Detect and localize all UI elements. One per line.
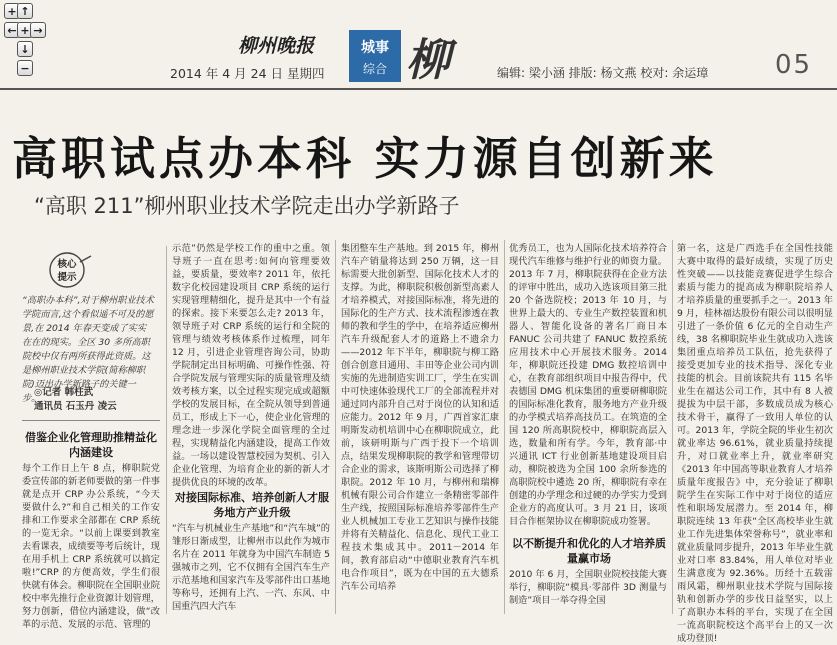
editor-credits: 编辑: 梁小涵 排版: 杨文燕 校对: 余运璋 xyxy=(497,66,709,80)
body-column-1: 每个工作日上午 8 点，柳职院党委宣传部的新老师要做的第一件事就是点开 CRP 办公系统，“今天要做什么?”和自己相关的工作安排和工作要求全部都在 CRP 系统的一览无余。“以前上课要到教室去看课表，成绩要等考后统计，现在用手机上 CRP 系统就可以搞定啦!”CRP 的方便高效，学生们很快就有体会。柳职院在全国职业院校中率先推行企业资源计划管理，努力创新，借位内涵建设，做“改革的示范、发展的示范、管理的 xyxy=(22,463,160,630)
column-rule xyxy=(335,240,336,614)
subtitle-3: 以不断提升和优化的人才培养质量赢市场 xyxy=(512,537,666,565)
divider xyxy=(22,420,160,421)
subtitle-2: 对接国际标准、培养创新人才服务地方产业升级 xyxy=(175,491,329,519)
pan-down-button[interactable]: ↓ xyxy=(17,41,33,57)
pan-home-button[interactable]: + xyxy=(17,22,33,38)
badge-text-1: 核心 xyxy=(57,259,77,270)
section-badge xyxy=(349,30,401,82)
body-column-4b: 2010 年 6 月，全国职业院校技能大赛举行，柳职院“模具·零部件 3D 测量与制造”项目一举夺得全国 xyxy=(509,569,667,606)
pan-left-button[interactable]: ← xyxy=(4,22,20,38)
paper-logo xyxy=(238,34,330,56)
headline: 高职试点办本科 实力源自创新来 xyxy=(12,132,718,185)
pan-up-button[interactable]: ↑ xyxy=(17,3,33,19)
masthead-rule xyxy=(0,88,837,90)
column-rule xyxy=(672,240,673,614)
zoom-out-button[interactable]: − xyxy=(17,60,33,76)
byline-correspondent: 通讯员 石玉丹 凌云 xyxy=(34,401,117,412)
section-label-1: 城事 xyxy=(361,40,389,56)
key-point-text: “高职办本科”,对于柳州职业技术学院而言,这个看似遥不可及的愿景,在 2014 年春天变成了实实在在的现实。全区 30 多所高职院校中仅有两所获得此资质。这是柳州职业技术学院(简称柳职院)迈出办学新路子的关键一步。 xyxy=(22,295,154,404)
pan-right-button[interactable]: → xyxy=(30,22,46,38)
body-column-5: 第一名，这是广西选手在全国性技能大赛中取得的最好成绩，实现了历史性突破——以技能竞赛促进学生综合素质与能力的提高成为柳职院培养人才培养质量的重要抓手之一。2013 年 9 月，桂林福达股份有限公司以很明显引进了一条价值 6 亿元的全自动生产线，38 名柳职院毕业生就成功入选该集团重点培养员工队伍，抢先获得了接受更加专业的技术指导、深化专业技能的机会。目前该院共有 115 名毕业生在福达公司工作，其中有 8 人被提拔为中层干部，多数成员成为核心技术骨干，赢得了一致用人单位的认可。2013 年，学院全院的毕业生初次就业率达 96.61%，就业质量持续提升，对口就业率上升，就业率研究《2013 年中国高等职业教育人才培养质量年度报告》中，充分验证了柳职院学生在实际工作中对于岗位的适应性和职场发展潜力。至 2014 年，柳职院连续 13 年获“全区高校毕业生就业工作先进集体荣誉称号”，就业率和就业质量同步提升，2013 年毕业生就业对口率 83.84%，用人单位对毕业生满意度为 92.36%。历经十五载雷雨风霜，柳州职业技术学院与国际接轨和创新办学的步伐日益坚实，以上了高职办本科的平台，实现了在全国一流高职院校这个高平台上的又一次成功登顶! xyxy=(677,243,833,644)
section-label-2: 综合 xyxy=(362,62,387,76)
subtitle-1: 借鉴企业化管理助推精益化内涵建设 xyxy=(25,431,157,459)
section-calligraphy: 柳 xyxy=(406,35,450,86)
body-column-4: 优秀员工，也为人国际化技术培养符合现代汽车维修与维护行业的师资力量。2013 年 7 月，柳职院获得在企业方法的评审中胜出，成功入选该项目第三批 20 个备选院校；2013 年 10 月，与世界上最大的、专业生产数控装置和机器人、智能化设备的著名厂商日本 FANUC 公司共建了 FANUC 数控系统应用技术中心开展技术服务。2014 年，柳职院还投建 DMG 数控培训中心，在教育部组织项目中报告得中，代表德国 DMG 机床集团的重要研柳职院的国际标准化教育，服务地方产业升级的办学模式培养高技员工。在筑造的全国 120 所高职院校中，柳职院高层入选，数量和所有学。今年，教育部·中兴通讯 ICT 行业创新基地建设项目启动，柳院被选为全国 100 余所参选的高职院校中遴选 20 所，柳职院有幸在创建的办学理念和过硬的办学实力受到企业方的高度认可。3 月 21 日，该项目合作框架协议在柳职院成功签署。 xyxy=(509,243,667,527)
badge-icon xyxy=(47,252,93,288)
date-line: 2014 年 4 月 24 日 星期四 xyxy=(170,66,325,81)
subheadline: “高职 211”柳州职业技术学院走出办学新路子 xyxy=(34,194,460,218)
byline-reporter: ◎记者 韩柱武 xyxy=(34,387,94,398)
byline xyxy=(34,386,117,414)
page-number: 05 xyxy=(775,50,813,80)
column-rule xyxy=(166,246,167,614)
badge-text-2: 提示 xyxy=(57,272,77,283)
body-column-2b: “汽车与机械业生产基地”和“汽车城”的雏形日渐成型，让柳州市以此作为城市名片在 2011 年就身为中国汽车制造 5 强城市之列，它不仅拥有全国汽车生产示范基地和国家汽车及零部件出口基地等称号，还拥有上汽、一汽、东风、中国重汽四大汽车 xyxy=(172,523,330,612)
body-column-2: 示范”仍然是学校工作的重中之重。领导班子一直在思考:如何向管理要效益，要质量，要效率? 2011 年，依托数字化校园建设项目 CRP 系统的运行实现管理精细化，提升是其中一个有益的探索。接下来要怎么走? 2013 年，领导班子对 CRP 系统的运行和全院的管理与绩效考核体系作过梳理，同年 12 月，引进企业管理咨询公司，协助学院制定出目标明确、可操作性强、符合学院发展与管理实际的质量管理及绩效考核方案，以全过程实现完成或超额学校的发展目标，在全院从领导到普通员工，形成上下一心，使企业化管理的理念进一步深化学院全面管理的全过程，实现精益化内涵建设，提高工作效益。一场以建设智慧校园为契机、引入企业化管理、为培育企业的新的新人才提供优良的环境的改革。 xyxy=(172,243,330,488)
body-column-3: 集团整车生产基地。到 2015 年，柳州汽车产销量将达到 250 万辆，这一目标需要大批创新型、国际化技术人才的支撑。为此，柳职院积极创新型高素人才培养模式，对接国际标准，将先进的国际化的生产方式、技术流程渗透在教师的教和学生的学中，在培养适应柳州汽车升级配套人才的道路上不遗余力——2012 年下半年，柳职院与柳工路创合创意目通用、丰田等企业公司内训实施的先进制造实训工厂，学生在实训中可快速体验现代工厂的全部流程并对通过同内部升自己对于岗位的认知和适应能力。2012 年 9 月，广西首家汇康明斯发动机培训中心在柳职院成立，此前，该研明斯与广西于投下一个培训点，结果发现柳职院的教学和管理带切合企业的需求，该斯明斯公司选择了柳职院。2012 年 10 月，与柳州和瑞柳机械有限公司合作建立一条精密零部件生产线，按照国际标准培养零部件生产业人机械加工专业工艺知识与操作技能并将有关精益化、信息化、现代工业工程技术集成其中。2011－2014 年间，教育部启动“中德职业教育汽车机电合作项目”，既为在中国的五大德系汽车公司培养 xyxy=(341,243,499,592)
zoom-in-button[interactable]: + xyxy=(4,3,20,19)
column-rule xyxy=(504,240,505,614)
paper-logo-text: 柳州晚报 xyxy=(238,35,315,57)
